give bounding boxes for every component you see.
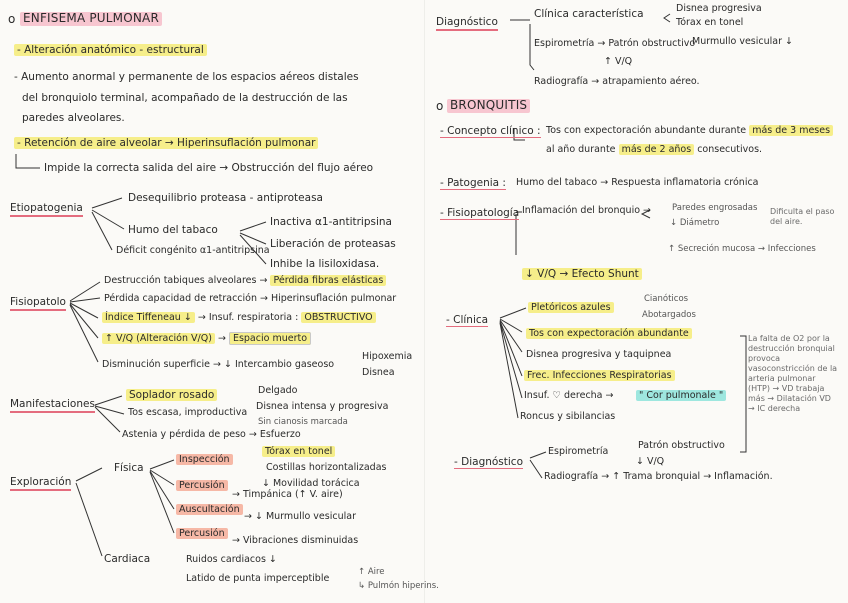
aumento-line-2: del bronquiolo terminal, acompañado de la destrucción de las xyxy=(22,92,348,104)
murmullo-text: → ↓ Murmullo vesicular xyxy=(244,511,356,522)
diagnostico2-title: - Diagnóstico xyxy=(454,456,524,468)
dificulta-text: Dificulta el paso del aire. xyxy=(770,207,835,226)
desequilibrio-text: Desequilibrio proteasa - antiproteasa xyxy=(128,192,323,204)
frec-infecciones-highlight: Frec. Infecciones Respiratorias xyxy=(524,370,675,381)
delgado-text: Delgado xyxy=(258,385,298,396)
concepto-line-1: Tos con expectoración abundante durante xyxy=(546,125,747,136)
fisio-line-5: Disminución superficie → ↓ Intercambio gaseoso xyxy=(102,359,335,370)
impide-text: Impide la correcta salida del aire → Obstrucción del flujo aéreo xyxy=(44,162,374,174)
cianoticos-text: Cianóticos xyxy=(644,294,689,304)
alteracion-text: - Alteración anatómico - estructural xyxy=(14,44,207,56)
tos-expectoracion-highlight: Tos con expectoración abundante xyxy=(526,328,692,339)
insuficiencia-text: Insuf. ♡ derecha → xyxy=(524,390,614,401)
disnea-text: Disnea xyxy=(362,367,395,378)
soplador-highlight: Soplador rosado xyxy=(126,389,217,401)
disnea-intensa-text: Disnea intensa y progresiva xyxy=(256,401,389,412)
fisio-line-4-arrow: → xyxy=(217,333,226,344)
auscultacion-label: Auscultación xyxy=(176,504,243,515)
manifestaciones-title: Manifestaciones xyxy=(10,398,95,413)
vq-highlight: ↑ V/Q (Alteración V/Q) xyxy=(102,333,215,344)
roncus-text: Roncus y sibilancias xyxy=(520,411,616,422)
secrecion-text: ↑ Secreción mucosa → Infecciones xyxy=(668,244,816,254)
diametro-text: ↓ Diámetro xyxy=(670,218,720,228)
percusion2-label: Percusión xyxy=(176,528,228,539)
concepto-2anos-highlight: más de 2 años xyxy=(619,144,695,155)
murmullo-vesicular-text: Murmullo vesicular ↓ xyxy=(692,36,793,47)
inactiva-text: Inactiva α1-antitripsina xyxy=(270,216,392,228)
aumento-line-3: paredes alveolares. xyxy=(22,112,125,124)
fisio-line-2: Pérdida capacidad de retracción → Hiperinsuflación pulmonar xyxy=(104,293,397,304)
latido-text: Latido de punta imperceptible xyxy=(186,573,330,584)
concepto-label: - Concepto clínico : xyxy=(440,125,541,137)
torax-tonel-highlight: Tórax en tonel xyxy=(262,446,335,457)
humo-text: Humo del tabaco xyxy=(128,224,218,236)
percusion-label: Percusión xyxy=(176,480,228,491)
bronquitis-title: BRONQUITIS xyxy=(447,99,530,113)
astenia-text: Astenia y pérdida de peso → Esfuerzo xyxy=(122,429,301,440)
fisio-line-1-highlight: Pérdida fibras elásticas xyxy=(270,275,386,286)
paredes-text: Paredes engrosadas xyxy=(672,203,758,213)
patogenia-text: Humo del tabaco → Respuesta inflamatoria crónica xyxy=(516,177,759,188)
ruidos-text: Ruidos cardiacos ↓ xyxy=(186,554,277,565)
fisica-label: Física xyxy=(114,462,144,474)
espirometria2-text: Espirometría xyxy=(548,446,609,457)
retencion-text: - Retención de aire alveolar → Hiperinsuflación pulmonar xyxy=(14,137,318,149)
diagnostico1-title: Diagnóstico xyxy=(436,16,498,31)
vq-down-text: ↓ V/Q xyxy=(636,456,665,467)
fisio-line-1: Destrucción tabiques alveolares → xyxy=(104,275,268,286)
fisiopatologia-title: Fisiopatolo xyxy=(10,296,66,311)
radiografia-text: Radiografía → atrapamiento aéreo. xyxy=(534,76,700,87)
hipoxemia-text: Hipoxemia xyxy=(362,351,413,362)
page-title: ENFISEMA PULMONAR xyxy=(20,12,162,26)
espacio-muerto-highlight: Espacio muerto xyxy=(229,332,311,345)
deficit-text: Déficit congénito α1-antitripsina xyxy=(116,245,270,256)
obstructivo-highlight: OBSTRUCTIVO xyxy=(301,312,375,323)
vibraciones-text: → Vibraciones disminuidas xyxy=(232,535,359,546)
concepto-line-2: al año durante xyxy=(546,144,616,155)
inspeccion-label: Inspección xyxy=(176,454,233,465)
vq-up-text: ↑ V/Q xyxy=(604,56,633,67)
espirometria-text: Espirometría → Patrón obstructivo xyxy=(534,38,696,49)
side-note: La falta de O2 por la destrucción bronquial provoca vasoconstricción de la arteria pulmonar (HTP) → VD trabaja más → Dilatación VD → IC derecha xyxy=(748,334,838,413)
exploracion-title: Exploración xyxy=(10,476,71,491)
tos-escasa-text: Tos escasa, improductiva xyxy=(128,407,248,418)
sin-cianosis-text: Sin cianosis marcada xyxy=(258,417,348,427)
costillas-text: Costillas horizontalizadas xyxy=(266,462,387,473)
hiperins-text: ↳ Pulmón hiperins. xyxy=(358,581,439,591)
inhibe-text: Inhibe la lisiloxidasa. xyxy=(270,258,380,270)
concepto-line-2-end: consecutivos. xyxy=(697,144,763,155)
radiografia2-text: Radiografía → ↑ Trama bronquial → Inflamación. xyxy=(544,471,773,482)
liberacion-text: Liberación de proteasas xyxy=(270,238,396,250)
movilidad-text: ↓ Movilidad torácica xyxy=(262,478,360,489)
shunt-highlight: ↓ V/Q → Efecto Shunt xyxy=(522,268,642,280)
cor-pulmonale-highlight: " Cor pulmonale " xyxy=(636,390,726,401)
patogenia-label: - Patogenia : xyxy=(440,177,506,189)
page-fold xyxy=(424,0,425,603)
abotargados-text: Abotargados xyxy=(642,310,696,320)
fisiopatologia-label: - Fisiopatología xyxy=(440,207,520,219)
disnea-taquipnea-text: Disnea progresiva y taquipnea xyxy=(526,349,672,360)
cardiaca-label: Cardiaca xyxy=(104,553,151,565)
aumento-line-1: - Aumento anormal y permanente de los espacios aéreos distales xyxy=(14,71,359,83)
section-bullet: o xyxy=(8,12,16,26)
clinica-caracteristica-text: Clínica característica xyxy=(534,8,644,20)
disnea-progresiva-text: Disnea progresiva xyxy=(676,3,762,14)
section-bullet-2: o xyxy=(436,99,444,113)
fisio-line-3: → Insuf. respiratoria : xyxy=(197,312,299,323)
etiopatogenia-title: Etiopatogenia xyxy=(10,202,83,217)
concepto-3meses-highlight: más de 3 meses xyxy=(749,125,833,136)
aire-text: ↑ Aire xyxy=(358,567,385,577)
tiffeneau-highlight: Índice Tiffeneau ↓ xyxy=(102,312,195,323)
pletoricos-highlight: Pletóricos azules xyxy=(528,302,614,313)
torax-tonel-text: Tórax en tonel xyxy=(676,17,744,28)
patron-obstructivo-text: Patrón obstructivo xyxy=(638,440,725,451)
clinica-label: - Clínica xyxy=(446,314,489,326)
inflamacion-text: Inflamación del bronquio → xyxy=(522,205,651,216)
timpanica-text: → Timpánica (↑ V. aire) xyxy=(232,489,343,500)
